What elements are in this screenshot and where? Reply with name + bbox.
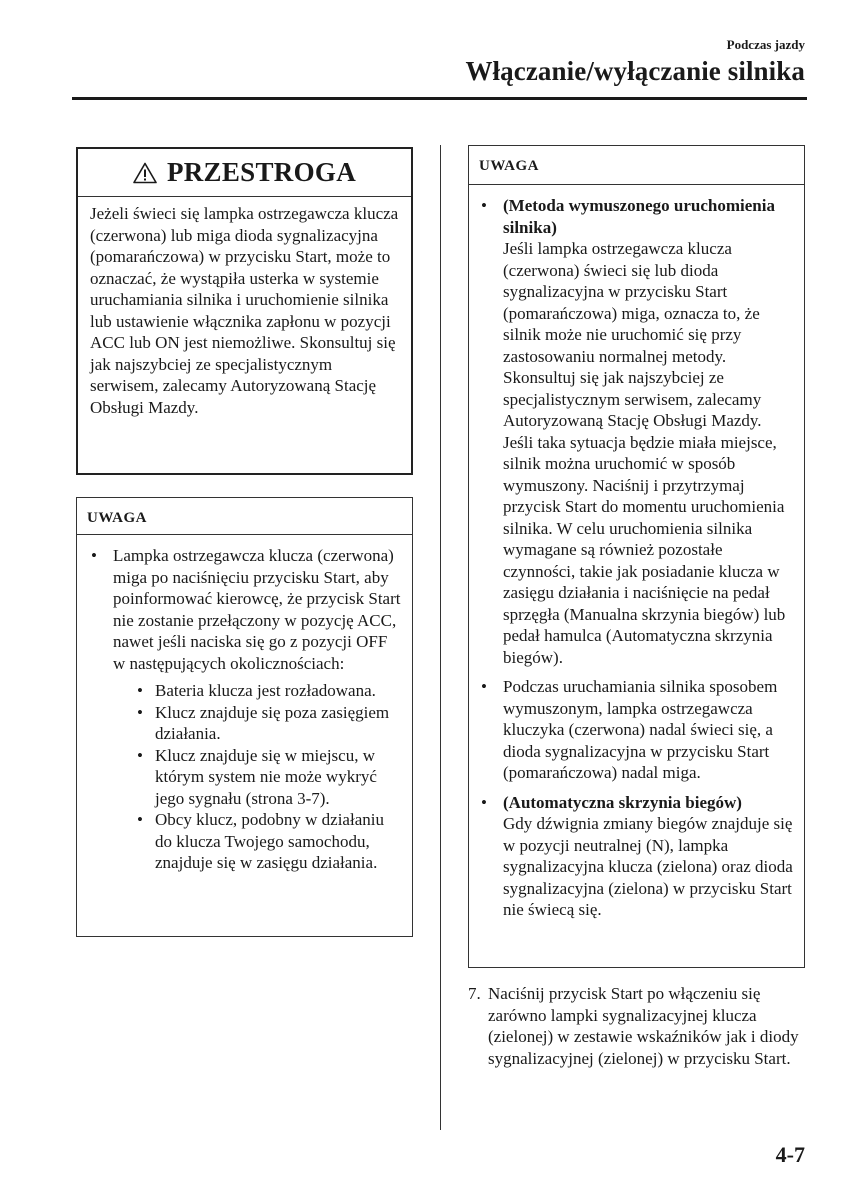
step-text: Naciśnij przycisk Start po włączeniu się zarówno lampki sygnalizacyjnej klucza (zielonej) w zestawie wskaźników jak i diody sygnalizacyjnej (zielonej) w przycisku Start.: [488, 984, 799, 1068]
bullet-body: [503, 792, 796, 921]
caution-box: [76, 147, 413, 475]
sub-list-item: [135, 809, 402, 874]
list-item: [479, 195, 796, 668]
bullet-marker: •: [137, 745, 143, 765]
sub-item-text: Klucz znajduje się w miejscu, w którym system nie może wykryć jego sygnału (strona 3-7).: [155, 745, 377, 808]
caution-header: [78, 149, 411, 197]
caution-title: PRZESTROGA: [166, 157, 357, 187]
sub-item-text: Klucz znajduje się poza zasięgiem działania.: [155, 702, 390, 743]
header-rule: [72, 97, 807, 100]
warning-triangle-icon: [133, 162, 157, 184]
page-number: 4-7: [775, 1142, 805, 1167]
bullet-marker: •: [481, 792, 487, 812]
page-title: Włączanie/wyłączanie silnika: [465, 56, 805, 86]
list-item: [479, 792, 796, 921]
caution-text: Jeżeli świeci się lampka ostrzegawcza klucza (czerwona) lub miga dioda sygnalizacyjna (pomarańczowa) w przycisku Start, może to oznaczać, że wystąpiła usterka w systemie uruchamiania silnika i uruchomienie silnika lub ustawienie włącznika zapłonu w pozycji ACC lub ON jest niemożliwe. Skonsultuj się jak najszybciej ze specjalistycznym serwisem, zalecamy Autoryzowaną Stację Obsługi Mazdy.: [90, 204, 399, 417]
bullet-text: Podczas uruchamiania silnika sposobem wymuszonym, lampka ostrzegawcza kluczyka (czerwona) nadal świeci się, a dioda sygnalizacyjna w przycisku Start (pomarańczowa) nadal miga.: [503, 677, 778, 782]
notice-intro: Lampka ostrzegawcza klucza (czerwona) miga po naciśnięciu przycisku Start, aby poinformować kierowcę, że przycisk Start nie zostanie przełączony w pozycję ACC, nawet jeśli naciska się go z pozycji OFF w następujących okolicznościach:: [113, 546, 401, 673]
sub-list-item: [135, 702, 402, 745]
notice-box-1: [76, 497, 413, 937]
list-item: [479, 676, 796, 784]
notice-content: [469, 185, 804, 921]
bullet-text: Gdy dźwignia zmiany biegów znajduje się w pozycji neutralnej (N), lampka sygnalizacyjna klucza (zielona) oraz dioda sygnalizacyjna (zielona) w przycisku Start nie świecą się.: [503, 814, 793, 919]
notice-heading: UWAGA: [77, 498, 412, 535]
column-divider: [440, 145, 441, 1130]
bullet-marker: •: [481, 196, 487, 215]
bullet-text: Jeśli lampka ostrzegawcza klucza (czerwona) świeci się lub dioda sygnalizacyjna w przycisku Start (pomarańczowa) miga, oznacza to, że silnik może nie uruchomić się przy zastosowaniu normalnej metody. Skonsultuj się jak najszybciej ze specjalistycznym serwisem, zalecamy Autoryzowaną Stację Obsługi Mazdy. Jeśli taka sytuacja będzie miała miejsce, silnik można uruchomić w sposób wymuszony. Naciśnij i przytrzymaj przycisk Start do momentu uruchomienia silnika. W celu uruchomienia silnika wymagane są również pozostałe czynności, takie jak posiadanie klucza w zasięgu działania i naciśnięcie na pedał sprzęgła (Manualna skrzynia biegów) lub pedał hamulca (Automatyczna skrzynia biegów).: [503, 239, 786, 667]
notice-content: [77, 535, 412, 874]
section-label: Podczas jazdy: [726, 37, 805, 52]
sub-list: [135, 680, 402, 874]
step-7: [468, 983, 805, 1069]
step-number: 7.: [468, 984, 481, 1003]
bullet-marker: •: [137, 681, 143, 700]
bullet-marker: •: [91, 546, 97, 565]
sub-item-text: Obcy klucz, podobny w działaniu do klucza Twojego samochodu, znajduje się w zasięgu działania.: [155, 810, 384, 872]
bullet-title: (Automatyczna skrzynia biegów): [503, 792, 742, 812]
sub-list-item: [135, 745, 402, 810]
bullet-body: [113, 545, 402, 874]
list-item: [89, 545, 402, 874]
sub-item-text: Bateria klucza jest rozładowana.: [155, 681, 376, 700]
bullet-marker: •: [137, 702, 143, 722]
bullet-marker: •: [481, 677, 487, 696]
bullet-title: (Metoda wymuszonego uruchomienia silnika): [503, 196, 775, 237]
notice-box-2: [468, 145, 805, 968]
bullet-body: [503, 195, 796, 668]
bullet-marker: •: [137, 810, 143, 829]
notice-heading: UWAGA: [469, 146, 804, 185]
sub-list-item: [135, 680, 402, 702]
